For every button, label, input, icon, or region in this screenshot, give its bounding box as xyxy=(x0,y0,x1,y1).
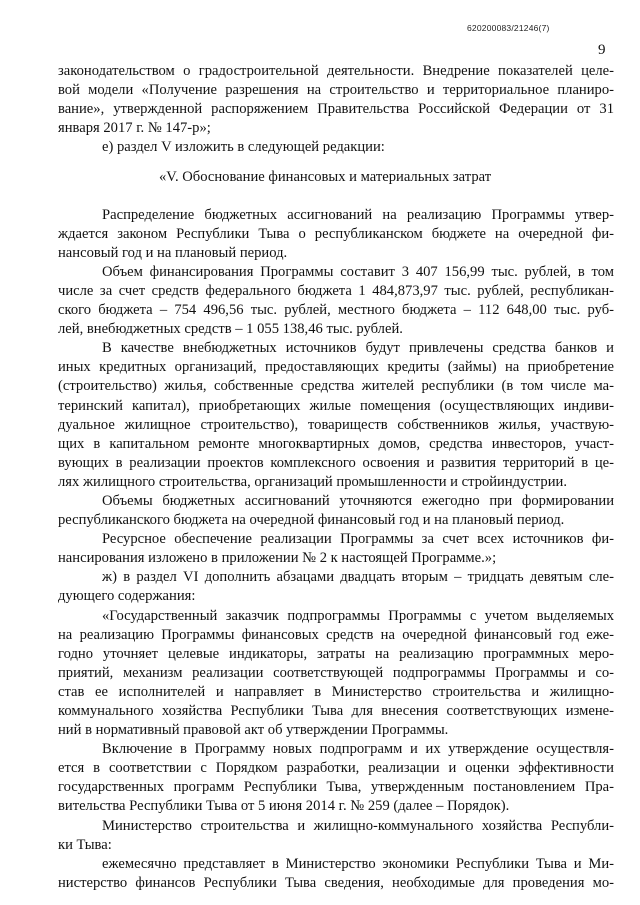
text-line: государственных программ Республики Тыва, утвержденным постановлением Пра- xyxy=(58,779,614,796)
text-line: Включение в Программу новых подпрограмм и их утверждение осуществля- xyxy=(102,741,614,758)
document-body xyxy=(58,62,614,893)
text-line: законодательством о градостроительной деятельности. Внедрение показателей целе- xyxy=(58,63,614,79)
text-line: ки Тыва: xyxy=(58,836,112,853)
text-line: теринский капитал), приобретающих жилые помещения (осуществляющих индиви- xyxy=(58,397,614,414)
page-number: 9 xyxy=(598,42,606,58)
text-line: ж) в раздел VI дополнить абзацами двадцать вторым – тридцать девятым сле- xyxy=(102,569,614,586)
text-line: Объемы бюджетных ассигнований уточняются ежегодно при формировании xyxy=(102,492,614,509)
spacer xyxy=(58,157,614,168)
text-line: вительства Республики Тыва от 5 июня 2014 г. № 259 (далее – Порядок). xyxy=(58,798,510,815)
text-line: Объем финансирования Программы составит 3 407 156,99 тыс. рублей, в том xyxy=(102,263,614,280)
text-line: нистерство финансов Республики Тыва сведения, необходимые для проведения мо- xyxy=(58,874,614,891)
text-line: дующего содержания: xyxy=(58,588,196,605)
text-line: щих в капитальном ремонте многоквартирных домов, средства инвесторов, участ- xyxy=(58,435,614,452)
text-line: Министерство строительства и жилищно-коммунального хозяйства Республи- xyxy=(102,817,614,834)
section-heading: «V. Обоснование финансовых и материальных затрат xyxy=(159,169,492,186)
text-line: Ресурсное обеспечение реализации Программы за счет всех источников фи- xyxy=(102,531,614,548)
text-line: ется в соответствии с Порядком разработки, реализации и оценки эффективности xyxy=(58,760,614,777)
text-line: января 2017 г. № 147-р»; xyxy=(58,120,211,137)
text-line: е) раздел V изложить в следующей редакции: xyxy=(102,139,385,156)
text-line: (строительство) жилья, собственные средства жителей республики (в том числе ма- xyxy=(58,378,614,395)
text-line: лей, внебюджетных средств – 1 055 138,46 тыс. рублей. xyxy=(58,321,403,338)
text-line: лях жилищного строительства, организаций промышленности и стройиндустрии. xyxy=(58,473,567,490)
text-line: нансирования изложено в приложении № 2 к настоящей Программе.»; xyxy=(58,550,497,567)
text-line: числе за счет средств федерального бюджета 1 484,873,97 тыс. рублей, республикан- xyxy=(58,282,614,299)
text-line: став ее исполнителей и направляет в Министерство строительства и жилищно- xyxy=(58,683,614,700)
text-line: приятий, механизм реализации соответствующей подпрограммы Программы и со- xyxy=(58,664,614,681)
text-line: В качестве внебюджетных источников будут привлечены средства банков и xyxy=(102,340,614,357)
document-code: 620200083/21246(7) xyxy=(467,23,550,33)
spacer xyxy=(58,188,614,206)
text-line: на реализацию Программы финансовых средств на очередной финансовый год еже- xyxy=(58,626,614,643)
text-line: иных кредитных организаций, предоставляющих кредиты (займы) на приобретение xyxy=(58,359,614,376)
text-line: ского бюджета – 754 496,56 тыс. рублей, местного бюджета – 112 648,00 тыс. руб- xyxy=(58,302,614,319)
text-line: ний в нормативный правовой акт об утверждении Программы. xyxy=(58,722,449,739)
text-line: республиканского бюджета на очередной финансовый год и на плановый период. xyxy=(58,512,565,529)
text-line: нансовый год и на плановый период. xyxy=(58,244,288,261)
text-line: «Государственный заказчик подпрограммы Программы с учетом выделяемых xyxy=(102,607,614,624)
text-line: Распределение бюджетных ассигнований на реализацию Программы утвер- xyxy=(102,206,614,223)
text-line: годно уточняет целевые индикаторы, затраты на реализацию программных меро- xyxy=(58,645,614,662)
text-line: вующих в реализации проектов комплексного освоения и развития территорий в це- xyxy=(58,454,614,471)
text-line: ежемесячно представляет в Министерство экономики Республики Тыва и Ми- xyxy=(102,855,614,872)
text-line: вание», утвержденной распоряжением Правительства Российской Федерации от 31 xyxy=(58,101,614,118)
text-line: ждается законом Республики Тыва о республиканском бюджете на очередной фи- xyxy=(58,225,614,242)
text-line: вой модели «Получение разрешения на строительство и территориальное планиро- xyxy=(58,82,614,99)
text-line: коммунального хозяйства Республики Тыва для внесения соответствующих измене- xyxy=(58,703,614,719)
text-line: дуальное жилищное строительство), товариществ собственников жилья, участвую- xyxy=(58,416,614,433)
